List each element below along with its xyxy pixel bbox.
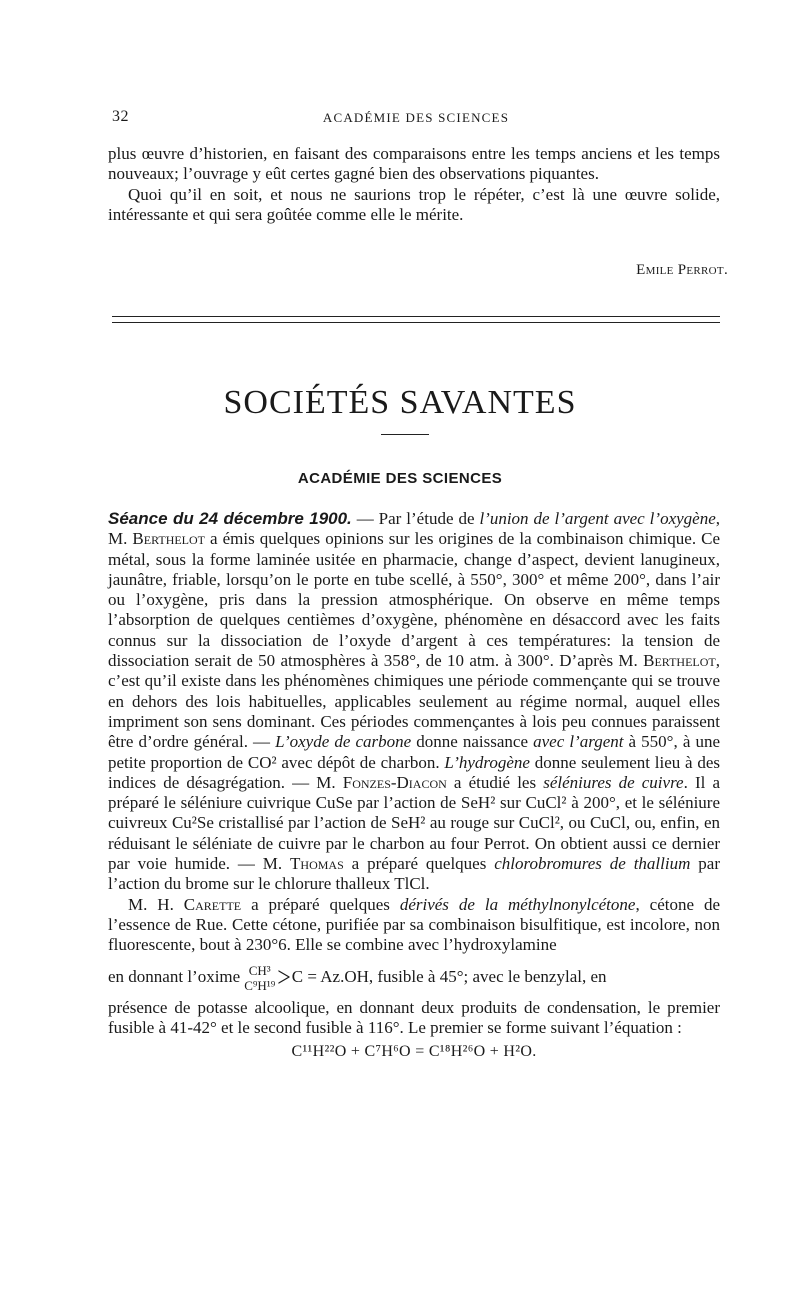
title-underline xyxy=(381,434,429,435)
italic-run: avec l’argent xyxy=(533,732,624,752)
formula-text-before: en donnant l’oxime xyxy=(108,967,241,987)
text-run: M. H. xyxy=(128,894,184,914)
text-run: , c’est qu’il existe dans les phénomènes chimiques une période commençante qui se trouve en dehors des lois habituelles, applicables seulement au régime normal, auquel elles impriment son sens dominant. Ces périodes commençantes à lois peu connues paraissent être d’ordre général. — xyxy=(108,651,720,752)
text-run: a préparé quelques xyxy=(343,854,495,874)
article-body xyxy=(108,509,720,1062)
section-divider-thin xyxy=(112,316,720,317)
author-name: Berthelot xyxy=(643,651,716,671)
running-head: ACADÉMIE DES SCIENCES xyxy=(322,110,510,125)
italic-run: dérivés de la méthylnonylcétone xyxy=(399,894,636,914)
text-run: donne seulement lieu à des indices de désagrégation. — M. xyxy=(108,752,720,792)
text-run: a émis quelques opinions sur les origines de la combinaison chimique. Ce métal, sous la forme laminée usitée en pharmacie, change d’aspect, devient lanugineux, jaunâtre, friable, lorsqu’on le porte en tube scellé, à 550°, 300° et même 200°, dans l’air ou l’oxygène, pris dans la pression atmosphérique. On observe en même temps l’absorption de quelques centièmes d’oxygène, phénomène en désaccord avec les faits connus sur la dissociation de l’oxyde d’argent à ces températures: la tension de dissociation serait de 50 atmosphères à 358°, de 10 atm. à 300°. D’après M. xyxy=(108,529,720,671)
italic-run: l’union de l’argent avec l’oxygène xyxy=(479,509,716,528)
text-run: a préparé quelques xyxy=(241,894,400,914)
intro-paragraph-1: plus œuvre d’historien, en faisant des comparaisons entre les temps anciens et les temps nouveaux; l’ouvrage y eût certes gagné bien des observations piquantes. xyxy=(108,144,720,184)
intro-paragraph-2: Quoi qu’il en soit, et nous ne saurions trop le répéter, c’est là une œuvre solide, intéressante et qui sera goûtée comme elle le mérite. xyxy=(108,184,720,224)
page-number: 32 xyxy=(112,108,129,125)
author-name: Thomas xyxy=(290,854,344,874)
article-paragraph-3: présence de potasse alcoolique, en donnant deux produits de condensation, le premier fusible à 41-42° et le second fusible à 116°. Le premier se forme suivant l’équation : xyxy=(108,997,720,1037)
formula-bracket: > xyxy=(277,961,291,994)
italic-run: L’oxyde de carbone xyxy=(275,732,412,752)
formula-fraction xyxy=(244,963,275,993)
formula-numerator: CH³ xyxy=(248,962,271,978)
text-run: , M. xyxy=(108,509,720,549)
author-name: Carette xyxy=(183,894,242,914)
author-signature: Emile Perrot. xyxy=(636,262,728,278)
formula-text-after: C = Az.OH, fusible à 45°; avec le benzylal, en xyxy=(291,967,607,987)
article-paragraph-1 xyxy=(108,509,720,895)
italic-run: séléniures de cuivre xyxy=(543,772,684,792)
article-paragraph-2 xyxy=(108,895,720,956)
section-divider-thick xyxy=(112,322,720,323)
section-title: SOCIÉTÉS SAVANTES xyxy=(223,384,577,421)
author-name: Fonzes-Diacon xyxy=(342,772,447,792)
author-name: Berthelot xyxy=(132,529,206,549)
text-run: . Il a préparé le séléniure cuivrique CuSe par l’action de SeH² sur CuCl² à 200°, et le séléniure cuivreux Cu²Se cristallisé par l’action de SeH² au rouge sur CuCl², ou CuCl, ou, enfin, en réduisant le séléniate de cuivre par le charbon au four Perrot. On obtient aussi ce dernier par voie humide. — M. xyxy=(108,772,720,874)
italic-run: L’hydrogène xyxy=(444,752,530,772)
text-run: donne naissance xyxy=(411,732,534,752)
page-header xyxy=(112,108,720,130)
text-run: à 550°, à une petite proportion de CO² avec dépôt de charbon. xyxy=(108,732,720,772)
oxime-formula-line xyxy=(108,958,720,998)
session-label: Séance du 24 décembre 1900. xyxy=(108,509,352,528)
intro-text xyxy=(108,144,720,225)
chemical-equation: C¹¹H²²O + C⁷H⁶O = C¹⁸H²⁶O + H²O. xyxy=(291,1043,537,1061)
text-run: — Par l’étude de xyxy=(351,509,480,528)
text-run: par l’action du brome sur le chlorure thalleux TlCl. xyxy=(108,854,720,894)
italic-run: chlorobromures de thallium xyxy=(494,854,691,874)
text-run: , cétone de l’essence de Rue. Cette cétone, purifiée par sa combinaison bisulfitique, est incolore, non fluorescente, bout à 230°6. Elle se combine avec l’hydroxylamine xyxy=(108,894,720,955)
formula-denominator: C⁹H¹⁹ xyxy=(244,977,276,993)
subheading: ACADÉMIE DES SCIENCES xyxy=(297,470,503,487)
text-run: a étudié les xyxy=(446,772,544,792)
